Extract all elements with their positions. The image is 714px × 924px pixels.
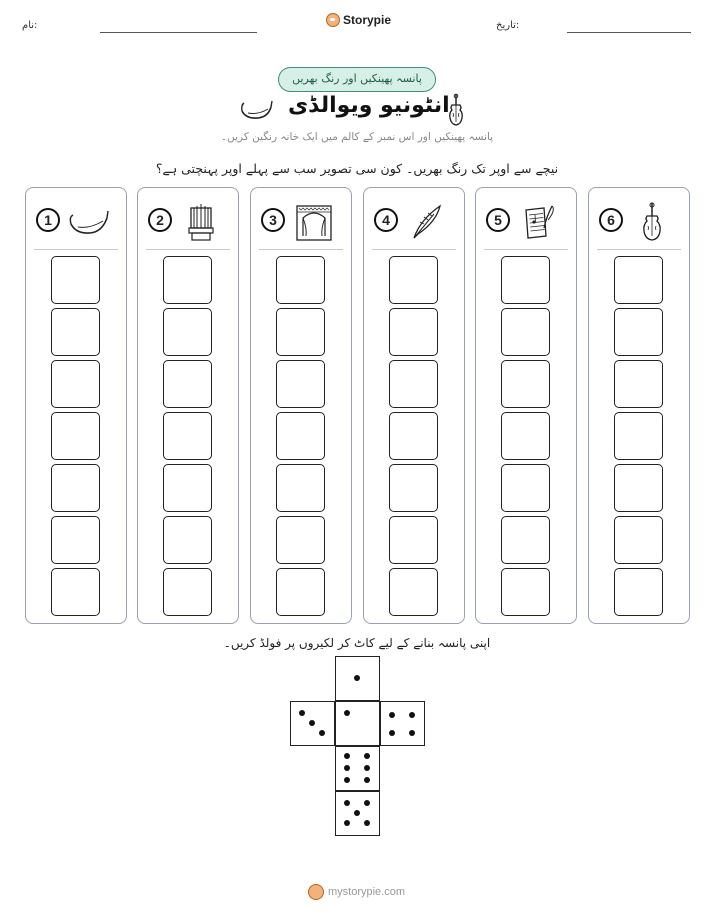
name-line (100, 32, 257, 33)
color-box[interactable] (389, 516, 438, 564)
color-box[interactable] (51, 256, 100, 304)
column-number: 4 (374, 208, 398, 232)
die-pip (409, 712, 415, 718)
die-face-center (335, 701, 380, 746)
die-pip (344, 800, 350, 806)
color-box[interactable] (389, 360, 438, 408)
column-6 (588, 187, 690, 624)
color-box[interactable] (163, 516, 212, 564)
die-pip (364, 820, 370, 826)
brand-name: Storypie (343, 13, 392, 27)
mascot-icon (308, 884, 324, 900)
footer (308, 884, 405, 900)
die-pip (344, 777, 350, 783)
die-pip (364, 777, 370, 783)
column-5 (475, 187, 577, 624)
die-face-top (335, 656, 380, 701)
color-box[interactable] (389, 308, 438, 356)
die-face-left (290, 701, 335, 746)
theater-icon (293, 202, 335, 242)
instruction: نیچے سے اوپر تک رنگ بھریں۔ کون سی تصویر سب سے پہلے اوپر پہنچتی ہے؟ (155, 161, 559, 176)
die-pip (409, 730, 415, 736)
die-pip (364, 753, 370, 759)
column-1 (25, 187, 127, 624)
column-header (259, 198, 343, 250)
color-box[interactable] (501, 360, 550, 408)
die-pip (344, 710, 350, 716)
color-box[interactable] (163, 360, 212, 408)
die-pip (364, 800, 370, 806)
color-box[interactable] (389, 256, 438, 304)
column-header (34, 198, 118, 250)
die-face-lower (335, 746, 380, 791)
color-box[interactable] (276, 308, 325, 356)
die-pip (354, 810, 360, 816)
color-box[interactable] (51, 568, 100, 616)
die-pip (354, 675, 360, 681)
color-box[interactable] (276, 256, 325, 304)
violin-icon (447, 93, 465, 127)
color-box[interactable] (501, 568, 550, 616)
column-header (597, 198, 681, 250)
color-box[interactable] (51, 360, 100, 408)
color-box[interactable] (163, 256, 212, 304)
column-4 (363, 187, 465, 624)
column-number: 5 (486, 208, 510, 232)
color-box[interactable] (389, 568, 438, 616)
color-box[interactable] (614, 464, 663, 512)
color-box[interactable] (501, 464, 550, 512)
die-pip (344, 753, 350, 759)
color-box[interactable] (276, 464, 325, 512)
color-box[interactable] (163, 568, 212, 616)
quill-icon (406, 202, 448, 242)
column-header (372, 198, 456, 250)
subtitle: پانسہ پھینکیں اور اس نمبر کے کالم میں ایک خانہ رنگین کریں۔ (220, 131, 494, 143)
column-header (484, 198, 568, 250)
color-box[interactable] (614, 360, 663, 408)
date-label: تاریخ: (496, 20, 520, 31)
gondola-icon (68, 202, 110, 242)
color-box[interactable] (389, 464, 438, 512)
color-box[interactable] (614, 256, 663, 304)
die-pip (344, 765, 350, 771)
column-header (146, 198, 230, 250)
footer-site: mystorypie.com (328, 886, 406, 898)
brand-logo (326, 13, 391, 27)
color-box[interactable] (614, 412, 663, 460)
date-line (567, 32, 691, 33)
die-pip (309, 720, 315, 726)
mascot-icon (326, 13, 340, 27)
cut-instruction: اپنی پانسہ بنانے کے لیے کاٹ کر لکیروں پر فولڈ کریں۔ (223, 636, 491, 650)
name-label: نام: (22, 20, 38, 31)
title-row (0, 93, 714, 129)
gondola-icon (240, 97, 274, 121)
column-number: 6 (599, 208, 623, 232)
color-box[interactable] (501, 256, 550, 304)
die-pip (389, 730, 395, 736)
activity-pill: پانسہ پھینکیں اور رنگ بھریں (278, 67, 436, 92)
color-box[interactable] (276, 412, 325, 460)
color-box[interactable] (163, 412, 212, 460)
die-pip (319, 730, 325, 736)
color-box[interactable] (501, 308, 550, 356)
color-box[interactable] (501, 516, 550, 564)
color-box[interactable] (614, 308, 663, 356)
sheet-music-icon (518, 202, 560, 242)
page-title: انٹونیو ویوالڈی (288, 93, 450, 118)
color-box[interactable] (389, 412, 438, 460)
color-box[interactable] (276, 568, 325, 616)
column-3 (250, 187, 352, 624)
color-box[interactable] (614, 568, 663, 616)
color-box[interactable] (51, 412, 100, 460)
violin-icon (631, 202, 673, 242)
color-box[interactable] (51, 308, 100, 356)
color-box[interactable] (276, 516, 325, 564)
color-box[interactable] (163, 464, 212, 512)
die-face-right (380, 701, 425, 746)
pipe-organ-icon (180, 202, 222, 242)
color-box[interactable] (51, 516, 100, 564)
column-number: 3 (261, 208, 285, 232)
column-2 (137, 187, 239, 624)
color-box[interactable] (276, 360, 325, 408)
color-box[interactable] (51, 464, 100, 512)
color-box[interactable] (163, 308, 212, 356)
die-pip (389, 712, 395, 718)
die-face-bottom (335, 791, 380, 836)
die-pip (344, 820, 350, 826)
column-number: 1 (36, 208, 60, 232)
column-number: 2 (148, 208, 172, 232)
color-box[interactable] (501, 412, 550, 460)
color-box[interactable] (614, 516, 663, 564)
die-pip (364, 765, 370, 771)
die-pip (299, 710, 305, 716)
